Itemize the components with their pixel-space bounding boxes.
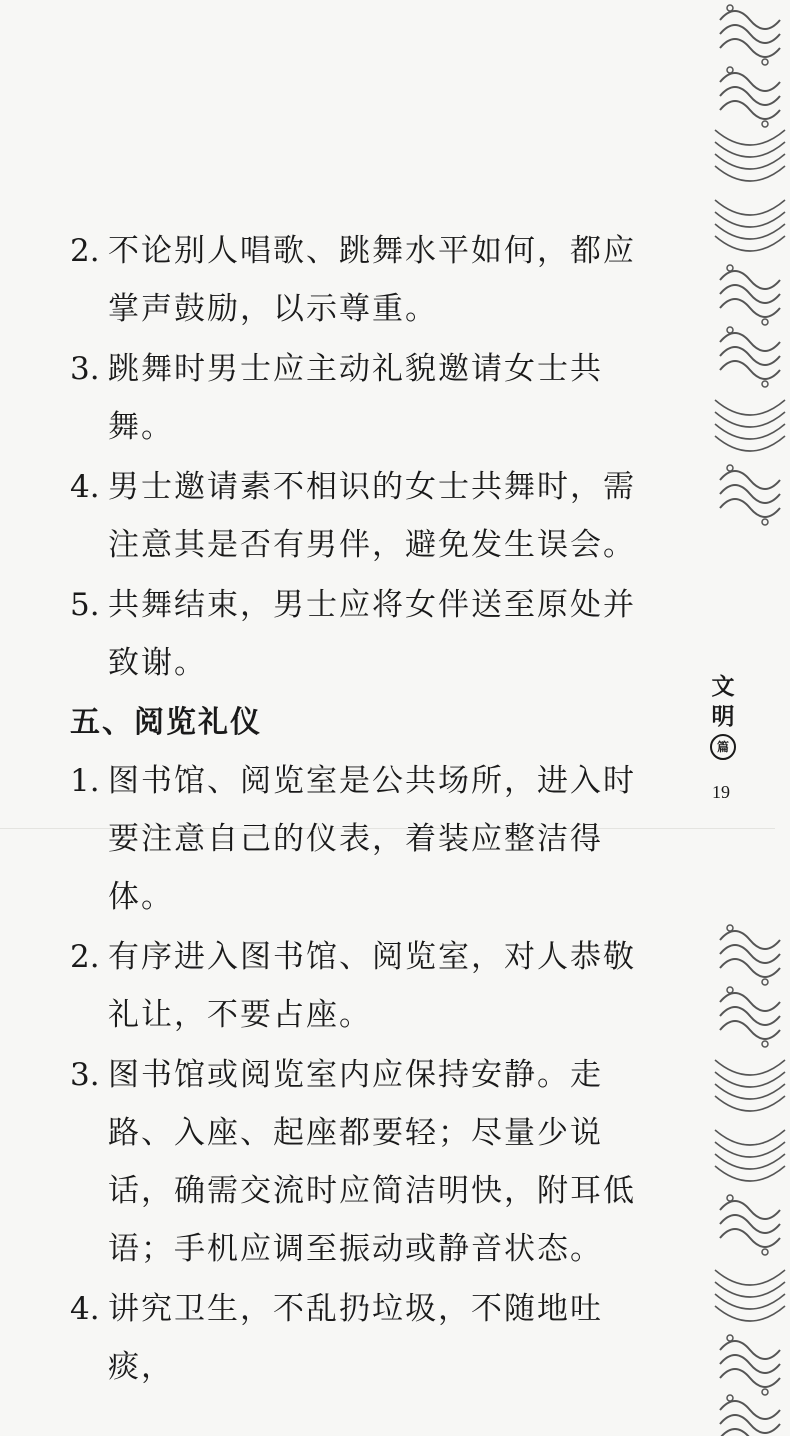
list-item (70, 1280, 650, 1396)
list-item (70, 576, 650, 692)
item-number: 3. (70, 1057, 100, 1093)
list-item (70, 1046, 650, 1278)
list-item (70, 222, 650, 338)
chapter-side-tab (706, 672, 740, 760)
item-text: 讲究卫生，不乱扔垃圾，不随地吐痰， (108, 1291, 603, 1385)
item-text: 不论别人唱歌、跳舞水平如何，都应掌声鼓励，以示尊重。 (108, 233, 636, 327)
item-number: 4. (70, 1291, 100, 1327)
item-number: 4. (70, 469, 100, 505)
side-tab-char: 文 (711, 673, 735, 700)
item-number: 3. (70, 351, 100, 387)
main-text (70, 222, 650, 1396)
section-heading: 五、阅览礼仪 (70, 705, 262, 740)
item-number: 1. (70, 763, 100, 799)
item-text: 跳舞时男士应主动礼貌邀请女士共舞。 (108, 351, 603, 445)
side-tab-char: 明 (711, 703, 735, 730)
side-tab-badge: 篇 (710, 734, 736, 760)
item-text: 共舞结束，男士应将女伴送至原处并致谢。 (108, 587, 636, 681)
page-number: 19 (712, 782, 730, 802)
list-item (70, 752, 650, 926)
list-item (70, 928, 650, 1044)
item-text: 图书馆、阅览室是公共场所，进入时要注意自己的仪表，着装应整洁得体。 (108, 763, 636, 915)
list-item (70, 458, 650, 574)
list-item (70, 340, 650, 456)
item-text: 有序进入图书馆、阅览室，对人恭敬礼让，不要占座。 (108, 939, 636, 1033)
item-number: 2. (70, 233, 100, 269)
item-number: 5. (70, 587, 100, 623)
item-text: 图书馆或阅览室内应保持安静。走路、入座、起座都要轻；尽量少说话，确需交流时应简洁明快，附耳低语；手机应调至振动或静音状态。 (108, 1057, 636, 1267)
item-text: 男士邀请素不相识的女士共舞时，需注意其是否有男伴，避免发生误会。 (108, 469, 636, 563)
item-number: 2. (70, 939, 100, 975)
